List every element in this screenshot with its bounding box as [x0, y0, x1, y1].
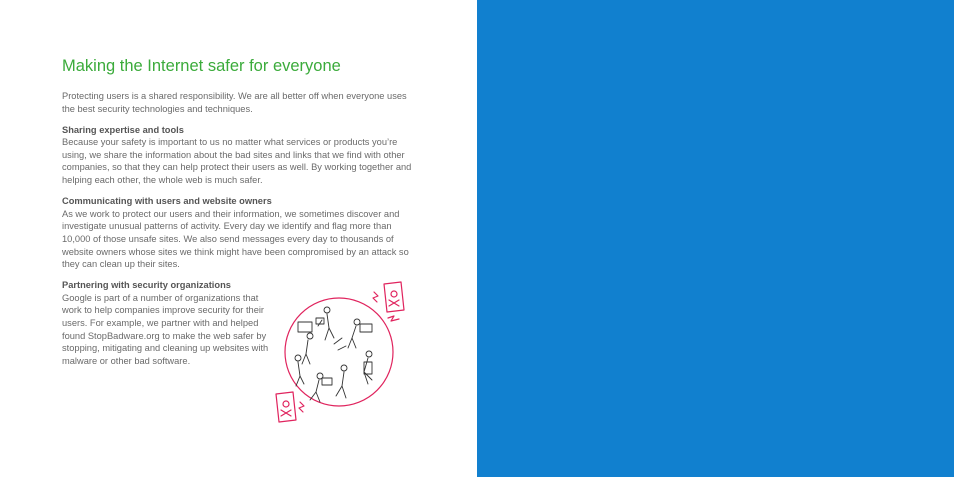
section-sharing [62, 124, 417, 187]
page-title: Making the Internet safer for everyone [62, 57, 341, 75]
section-heading-communicating: Communicating with users and website owners [62, 196, 272, 207]
blue-panel [477, 0, 954, 477]
section-body-sharing: Because your safety is important to us no matter what services or products you’re using, we share the information about the bad sites and links that we find with other companies, so that they can help protect their users as well. By working together and helping each other, the whole web is much safer. [62, 137, 412, 186]
people-sketch [295, 307, 372, 402]
section-body-communicating: As we work to protect our users and their information, we sometimes discover and investigate unusual patterns of activity. Every day we identify and flag more than 10,000 of those unsafe sites. We also send messages every day to thousands of website owners whose sites we think might have been compromised by an attack so they can clean up their sites. [62, 208, 409, 270]
malware-document-icon [276, 392, 304, 422]
section-communicating [62, 195, 417, 271]
section-body-partnering: Google is part of a number of organizations that work to help companies improve security for their users. For example, we partner with and helped found StopBadware.org to make the web safer by stopping, mitigating and cleaning up websites with malware or other bad software. [62, 292, 269, 366]
section-heading-sharing: Sharing expertise and tools [62, 124, 184, 135]
community-circle [285, 298, 393, 406]
section-heading-partnering: Partnering with security organizations [62, 280, 231, 291]
people-circle-illustration [272, 280, 414, 430]
intro-paragraph: Protecting users is a shared responsibility. We are all better off when everyone uses the best security technologies and techniques. [62, 91, 407, 114]
